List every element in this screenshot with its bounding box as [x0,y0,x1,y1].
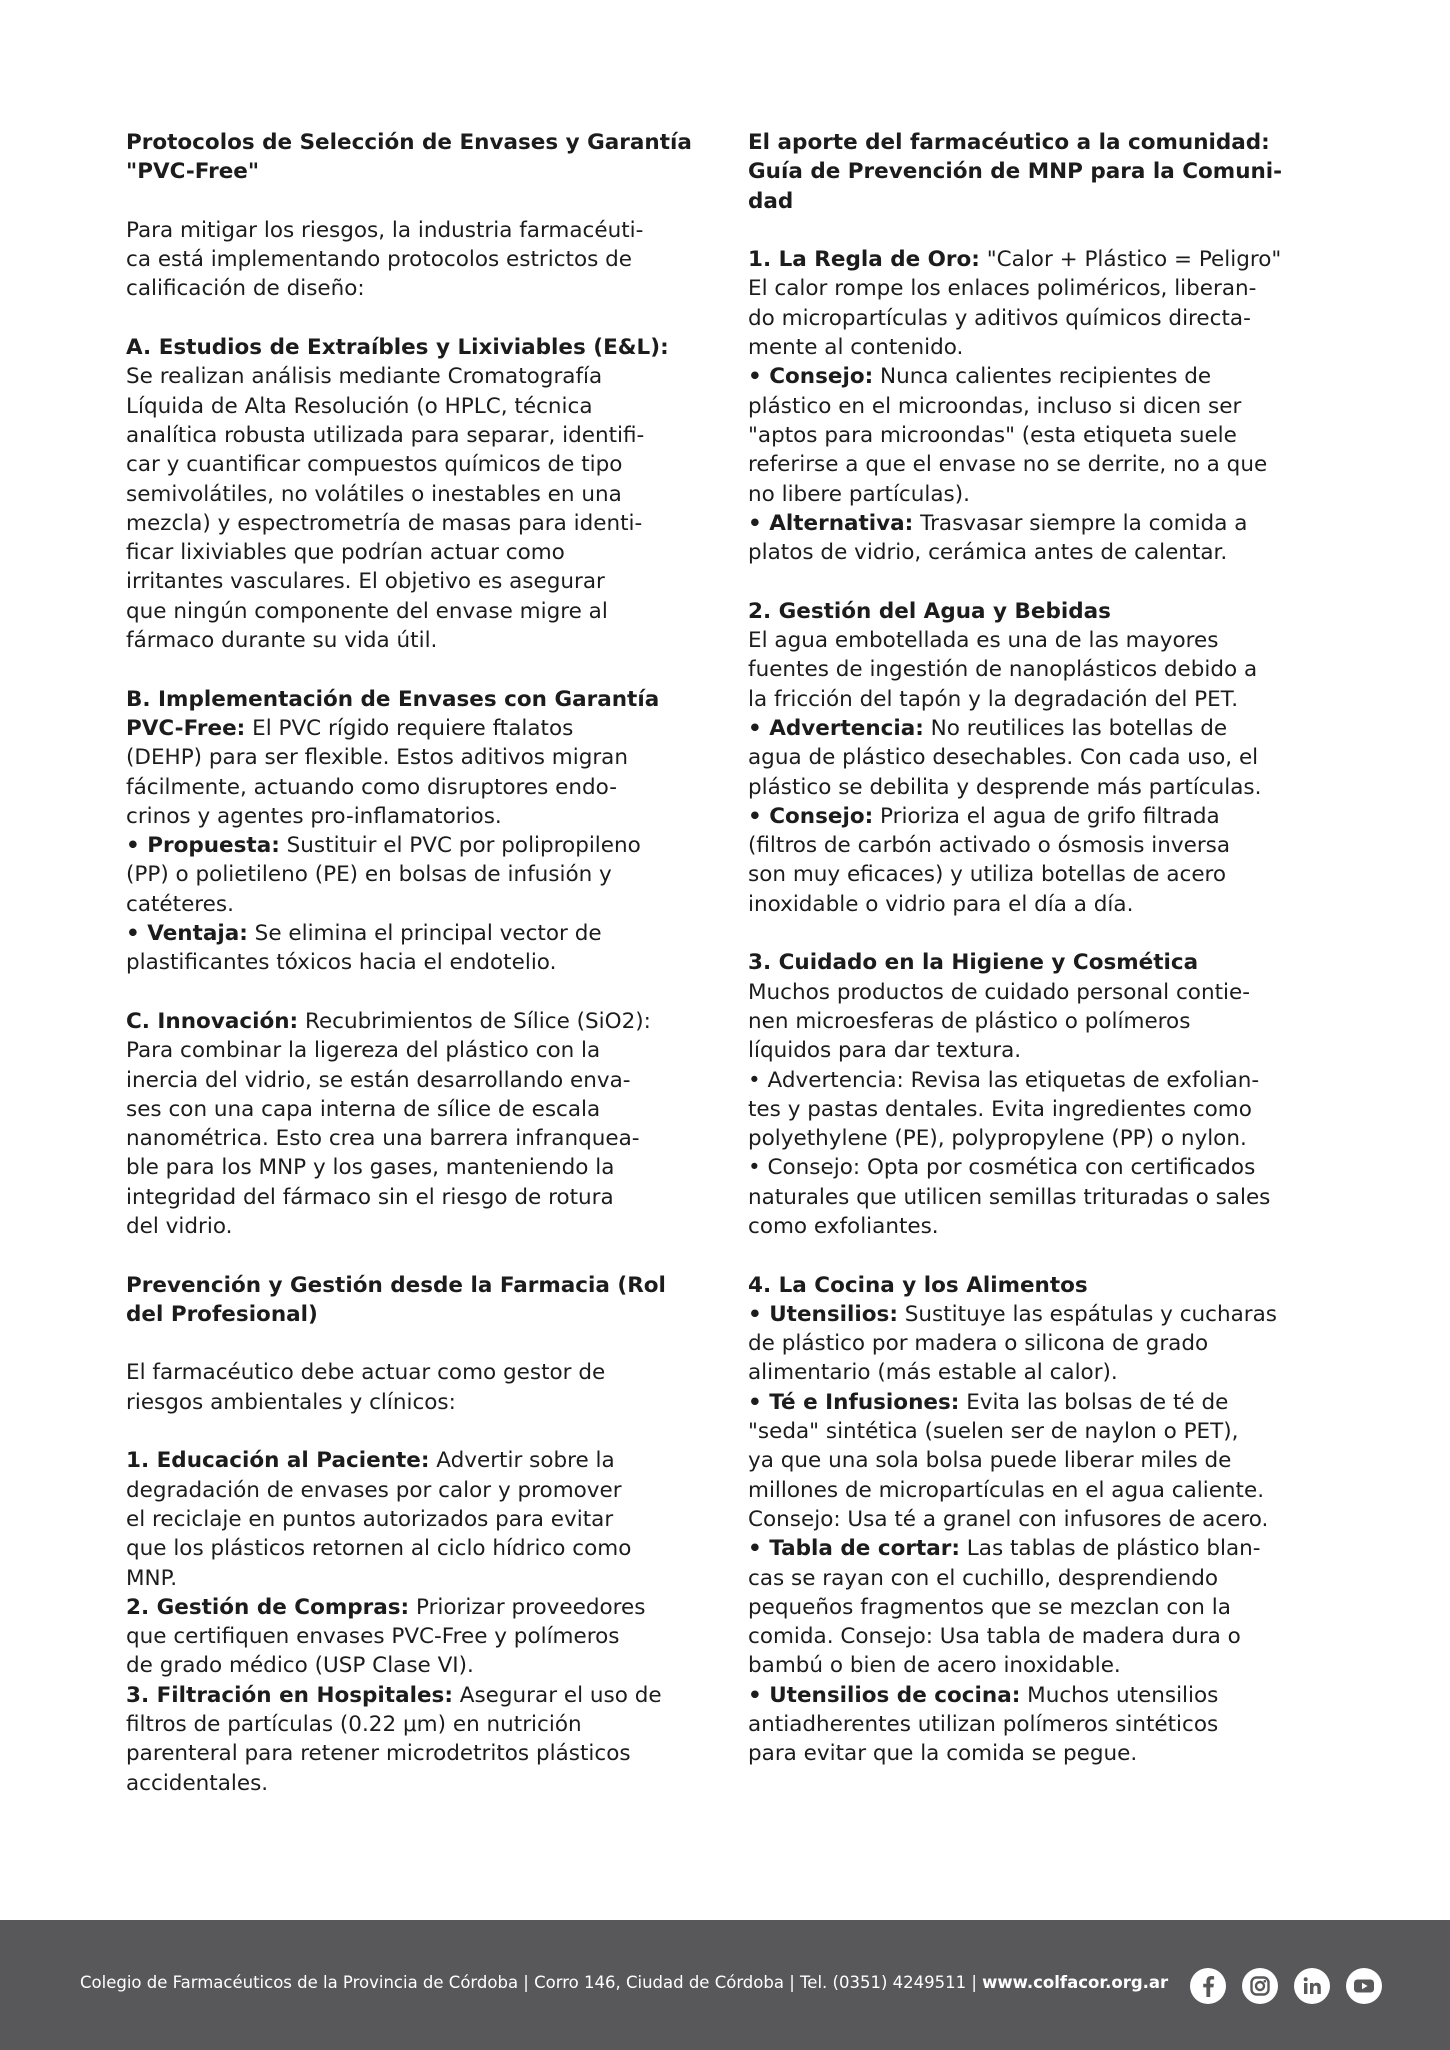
educacion-body [126,1476,711,1593]
text-line: riesgos ambientales y clínicos: [126,1389,456,1415]
regla-heading: 1. La Regla de Oro: [748,247,980,273]
educacion-text: Advertir sobre la [429,1448,615,1474]
text-line: inoxidable o vidrio para el día a día. [748,891,1134,917]
ventaja-body [126,948,711,977]
text-line: plastificantes tóxicos hacia el endotelio. [126,950,557,976]
item-b-heading: B. Implementación de Envases con Garantía [126,686,660,712]
te-text: Evita las bolsas de té de [959,1389,1229,1415]
higiene-body [748,978,1330,1242]
text-line: plástico se debilita y desprende más partículas. [748,774,1262,800]
text-line: agua de plástico desechables. Con cada uso, el [748,745,1259,771]
item-b-text: El PVC rígido requiere ftalatos [245,715,574,741]
text-line: catéteres. [126,891,234,917]
linkedin-icon[interactable] [1294,1968,1330,2004]
alternativa-label: • Alternativa: [748,510,914,536]
text-line: • Consejo: Opta por cosmética con certificados [748,1155,1256,1181]
text-line: fármaco durante su vida útil. [126,628,438,654]
text-line: Para combinar la ligereza del plástico con la [126,1038,601,1064]
text-line: plástico en el microondas, incluso si dicen ser [748,393,1242,419]
text-line: "aptos para microondas" (esta etiqueta suele [748,422,1237,448]
regla-de-oro [748,245,1330,567]
item-a-heading: A. Estudios de Extraíbles y Lixiviables (E&L): [126,335,669,361]
text-line: fuentes de ingestión de nanoplásticos debido a [748,657,1258,683]
text-line: Muchos productos de cuidado personal contie- [748,979,1250,1005]
text-line: la fricción del tapón y la degradación del PET. [748,686,1239,712]
text-line: tes y pastas dentales. Evita ingredientes como [748,1096,1252,1122]
text-line: (PP) o polietileno (PE) en bolsas de infusión y [126,862,612,888]
prevencion-list [126,1446,711,1798]
item-c-innovacion [126,1007,711,1241]
agua-consejo-text: Prioriza el agua de grifo filtrada [873,803,1220,829]
compras-text: Priorizar proveedores [409,1594,646,1620]
text-line: el reciclaje en puntos autorizados para evitar [126,1506,614,1532]
ventaja-label: • Ventaja: [126,921,248,947]
higiene-cosmetica [748,948,1330,1241]
text-line: no libere partículas). [748,481,970,507]
agua-body [748,626,1330,714]
item-a-extraibles [126,333,711,655]
text-line: (filtros de carbón activado o ósmosis inversa [748,833,1231,859]
section-prevencion-title [126,1271,711,1330]
text-line: ficar lixiviables que podrían actuar como [126,540,565,566]
text-line: "PVC-Free" [126,159,260,185]
text-line: analítica robusta utilizada para separar, identifi- [126,422,645,448]
utensilios-cocina-body [748,1710,1330,1769]
footer-contact [80,1973,1168,1992]
text-line: platos de vidrio, cerámica antes de calentar. [748,540,1228,566]
text-line: El calor rompe los enlaces poliméricos, liberan- [748,276,1257,302]
youtube-icon[interactable] [1346,1968,1382,2004]
text-line: Prevención y Gestión desde la Farmacia (Rol [126,1272,666,1298]
text-line: calificación de diseño: [126,276,365,302]
agua-heading: 2. Gestión del Agua y Bebidas [748,598,1111,624]
instagram-icon[interactable] [1242,1968,1278,2004]
text-line: para evitar que la comida se pegue. [748,1741,1138,1767]
text-line: alimentario (más estable al calor). [748,1360,1118,1386]
left-column [126,128,711,1827]
educacion-label: 1. Educación al Paciente: [126,1448,430,1474]
cocina-alimentos [748,1271,1330,1769]
text-line: irritantes vasculares. El objetivo es asegurar [126,569,605,595]
text-line: car y cuantificar compuestos químicos de tipo [126,452,623,478]
text-line: antiadherentes utilizan polímeros sintéticos [748,1712,1219,1738]
filtracion-body [126,1710,711,1798]
text-line: ca está implementando protocolos estrictos de [126,247,633,273]
text-line: Consejo: Usa té a granel con infusores de acero. [748,1506,1269,1532]
guia-title [748,128,1330,216]
filtracion-label: 3. Filtración en Hospitales: [126,1682,453,1708]
regla-text: "Calor + Plástico = Peligro" [979,247,1282,273]
text-line: El farmacéutico debe actuar como gestor de [126,1360,606,1386]
text-line: nanométrica. Esto crea una barrera infranquea- [126,1126,640,1152]
text-line: fácilmente, actuando como disruptores endo- [126,774,617,800]
agua-advertencia-text: No reutilices las botellas de [923,715,1228,741]
section-prevencion-intro [126,1358,711,1417]
text-line: Líquida de Alta Resolución (o HPLC, técnica [126,393,593,419]
text-line: MNP. [126,1565,178,1591]
item-b-pvc-free [126,685,711,978]
text-line: que los plásticos retornen al ciclo hídrico como [126,1536,632,1562]
text-line: comida. Consejo: Usa tabla de madera dura o [748,1624,1241,1650]
propuesta-label: • Propuesta: [126,833,280,859]
propuesta-text: Sustituir el PVC por polipropileno [279,833,641,859]
footer-address: Colegio de Farmacéuticos de la Provincia de Córdoba | Corro 146, Ciudad de Córdoba | Tel. (0351) 4249511 | [80,1973,983,1992]
alternativa-text: Trasvasar siempre la comida a [913,510,1248,536]
text-line: de grado médico (USP Clase VI). [126,1653,474,1679]
text-line: • Advertencia: Revisa las etiquetas de exfolian- [748,1067,1260,1093]
right-column [748,128,1330,1798]
regla-consejo-body [748,392,1330,509]
text-line: ses con una capa interna de sílice de escala [126,1096,601,1122]
te-body [748,1417,1330,1534]
utensilios-cocina-text: Muchos utensilios [1020,1682,1219,1708]
text-line: bambú o bien de acero inoxidable. [748,1653,1121,1679]
text-line: del Profesional) [126,1301,318,1327]
cocina-heading: 4. La Cocina y los Alimentos [748,1272,1088,1298]
compras-label: 2. Gestión de Compras: [126,1594,410,1620]
text-line: millones de micropartículas en el agua caliente. [748,1477,1265,1503]
tabla-text: Las tablas de plástico blan- [959,1536,1261,1562]
text-line: ble para los MNP y los gases, manteniendo la [126,1155,615,1181]
tabla-body [748,1564,1330,1681]
agua-bebidas [748,597,1330,919]
facebook-icon[interactable] [1190,1968,1226,2004]
regla-consejo-text: Nunca calientes recipientes de [873,364,1212,390]
text-line: do micropartículas y aditivos químicos directa- [748,305,1251,331]
propuesta-body [126,860,711,919]
utensilios-body [748,1329,1330,1388]
text-line: filtros de partículas (0.22 μm) en nutrición [126,1712,582,1738]
text-line: de plástico por madera o silicona de grado [748,1331,1209,1357]
text-line: inercia del vidrio, se están desarrollando enva- [126,1067,631,1093]
utensilios-label: • Utensilios: [748,1301,898,1327]
text-line: Se realizan análisis mediante Cromatografía [126,364,603,390]
text-line: Guía de Prevención de MNP para la Comuni- [748,159,1283,185]
item-c-text: Recubrimientos de Sílice (SiO2): [298,1008,651,1034]
regla-body [748,274,1330,362]
compras-body [126,1622,711,1681]
filtracion-text: Asegurar el uso de [452,1682,662,1708]
text-line: mezcla) y espectrometría de masas para identi- [126,510,643,536]
tabla-label: • Tabla de cortar: [748,1536,960,1562]
alternativa-body [748,538,1330,567]
text-line: crinos y agentes pro-inflamatorios. [126,803,502,829]
text-line: accidentales. [126,1770,269,1796]
text-line: que ningún componente del envase migre al [126,598,608,624]
text-line: mente al contenido. [748,335,964,361]
agua-advertencia-body [748,743,1330,802]
item-b-heading-cont: PVC-Free: [126,715,246,741]
text-line: Para mitigar los riesgos, la industria farmacéuti- [126,217,644,243]
text-line: El aporte del farmacéutico a la comunidad: [748,130,1270,155]
item-b-body [126,743,711,831]
ventaja-text: Se elimina el principal vector de [247,921,602,947]
item-c-body [126,1036,711,1241]
text-line: cas se rayan con el cuchillo, desprendiendo [748,1565,1218,1591]
item-a-body [126,362,711,655]
text-line: líquidos para dar textura. [748,1038,1022,1064]
text-line: del vidrio. [126,1213,233,1239]
text-line: El agua embotellada es una de las mayores [748,628,1219,654]
text-line: integridad del fármaco sin el riesgo de rotura [126,1184,614,1210]
text-line: como exfoliantes. [748,1213,939,1239]
text-line: parenteral para retener microdetritos plásticos [126,1741,631,1767]
text-line: Protocolos de Selección de Envases y Garantía [126,130,692,155]
text-line: que certifiquen envases PVC-Free y polímeros [126,1624,620,1650]
text-line: "seda" sintética (suelen ser de naylon o PET), [748,1419,1239,1445]
text-line: referirse a que el envase no se derrite, no a que [748,452,1268,478]
text-line: son muy eficaces) y utiliza botellas de acero [748,862,1227,888]
section-protocolos [126,128,711,187]
te-label: • Té e Infusiones: [748,1389,960,1415]
item-c-heading: C. Innovación: [126,1008,299,1034]
higiene-heading: 3. Cuidado en la Higiene y Cosmética [748,950,1199,976]
regla-consejo-label: • Consejo: [748,364,874,390]
text-line: naturales que utilicen semillas trituradas o sales [748,1184,1271,1210]
agua-consejo-label: • Consejo: [748,803,874,829]
text-line: degradación de envases por calor y promover [126,1477,622,1503]
footer [0,1920,1450,2050]
text-line: pequeños fragmentos que se mezclan con la [748,1594,1231,1620]
utensilios-cocina-label: • Utensilios de cocina: [748,1682,1021,1708]
footer-website-link[interactable]: www.colfacor.org.ar [982,1973,1169,1992]
text-line: nen microesferas de plástico o polímeros [748,1008,1191,1034]
text-line: (DEHP) para ser flexible. Estos aditivos migran [126,745,628,771]
utensilios-text: Sustituye las espátulas y cucharas [897,1301,1278,1327]
text-line: ya que una sola bolsa puede liberar miles de [748,1448,1232,1474]
text-line: polyethylene (PE), polypropylene (PP) o nylon. [748,1126,1247,1152]
section-title [126,128,711,187]
text-line: semivolátiles, no volátiles o inestables en una [126,481,622,507]
section-intro [126,216,711,304]
text-line: dad [748,188,794,214]
agua-advertencia-label: • Advertencia: [748,715,924,741]
agua-consejo-body [748,831,1330,919]
